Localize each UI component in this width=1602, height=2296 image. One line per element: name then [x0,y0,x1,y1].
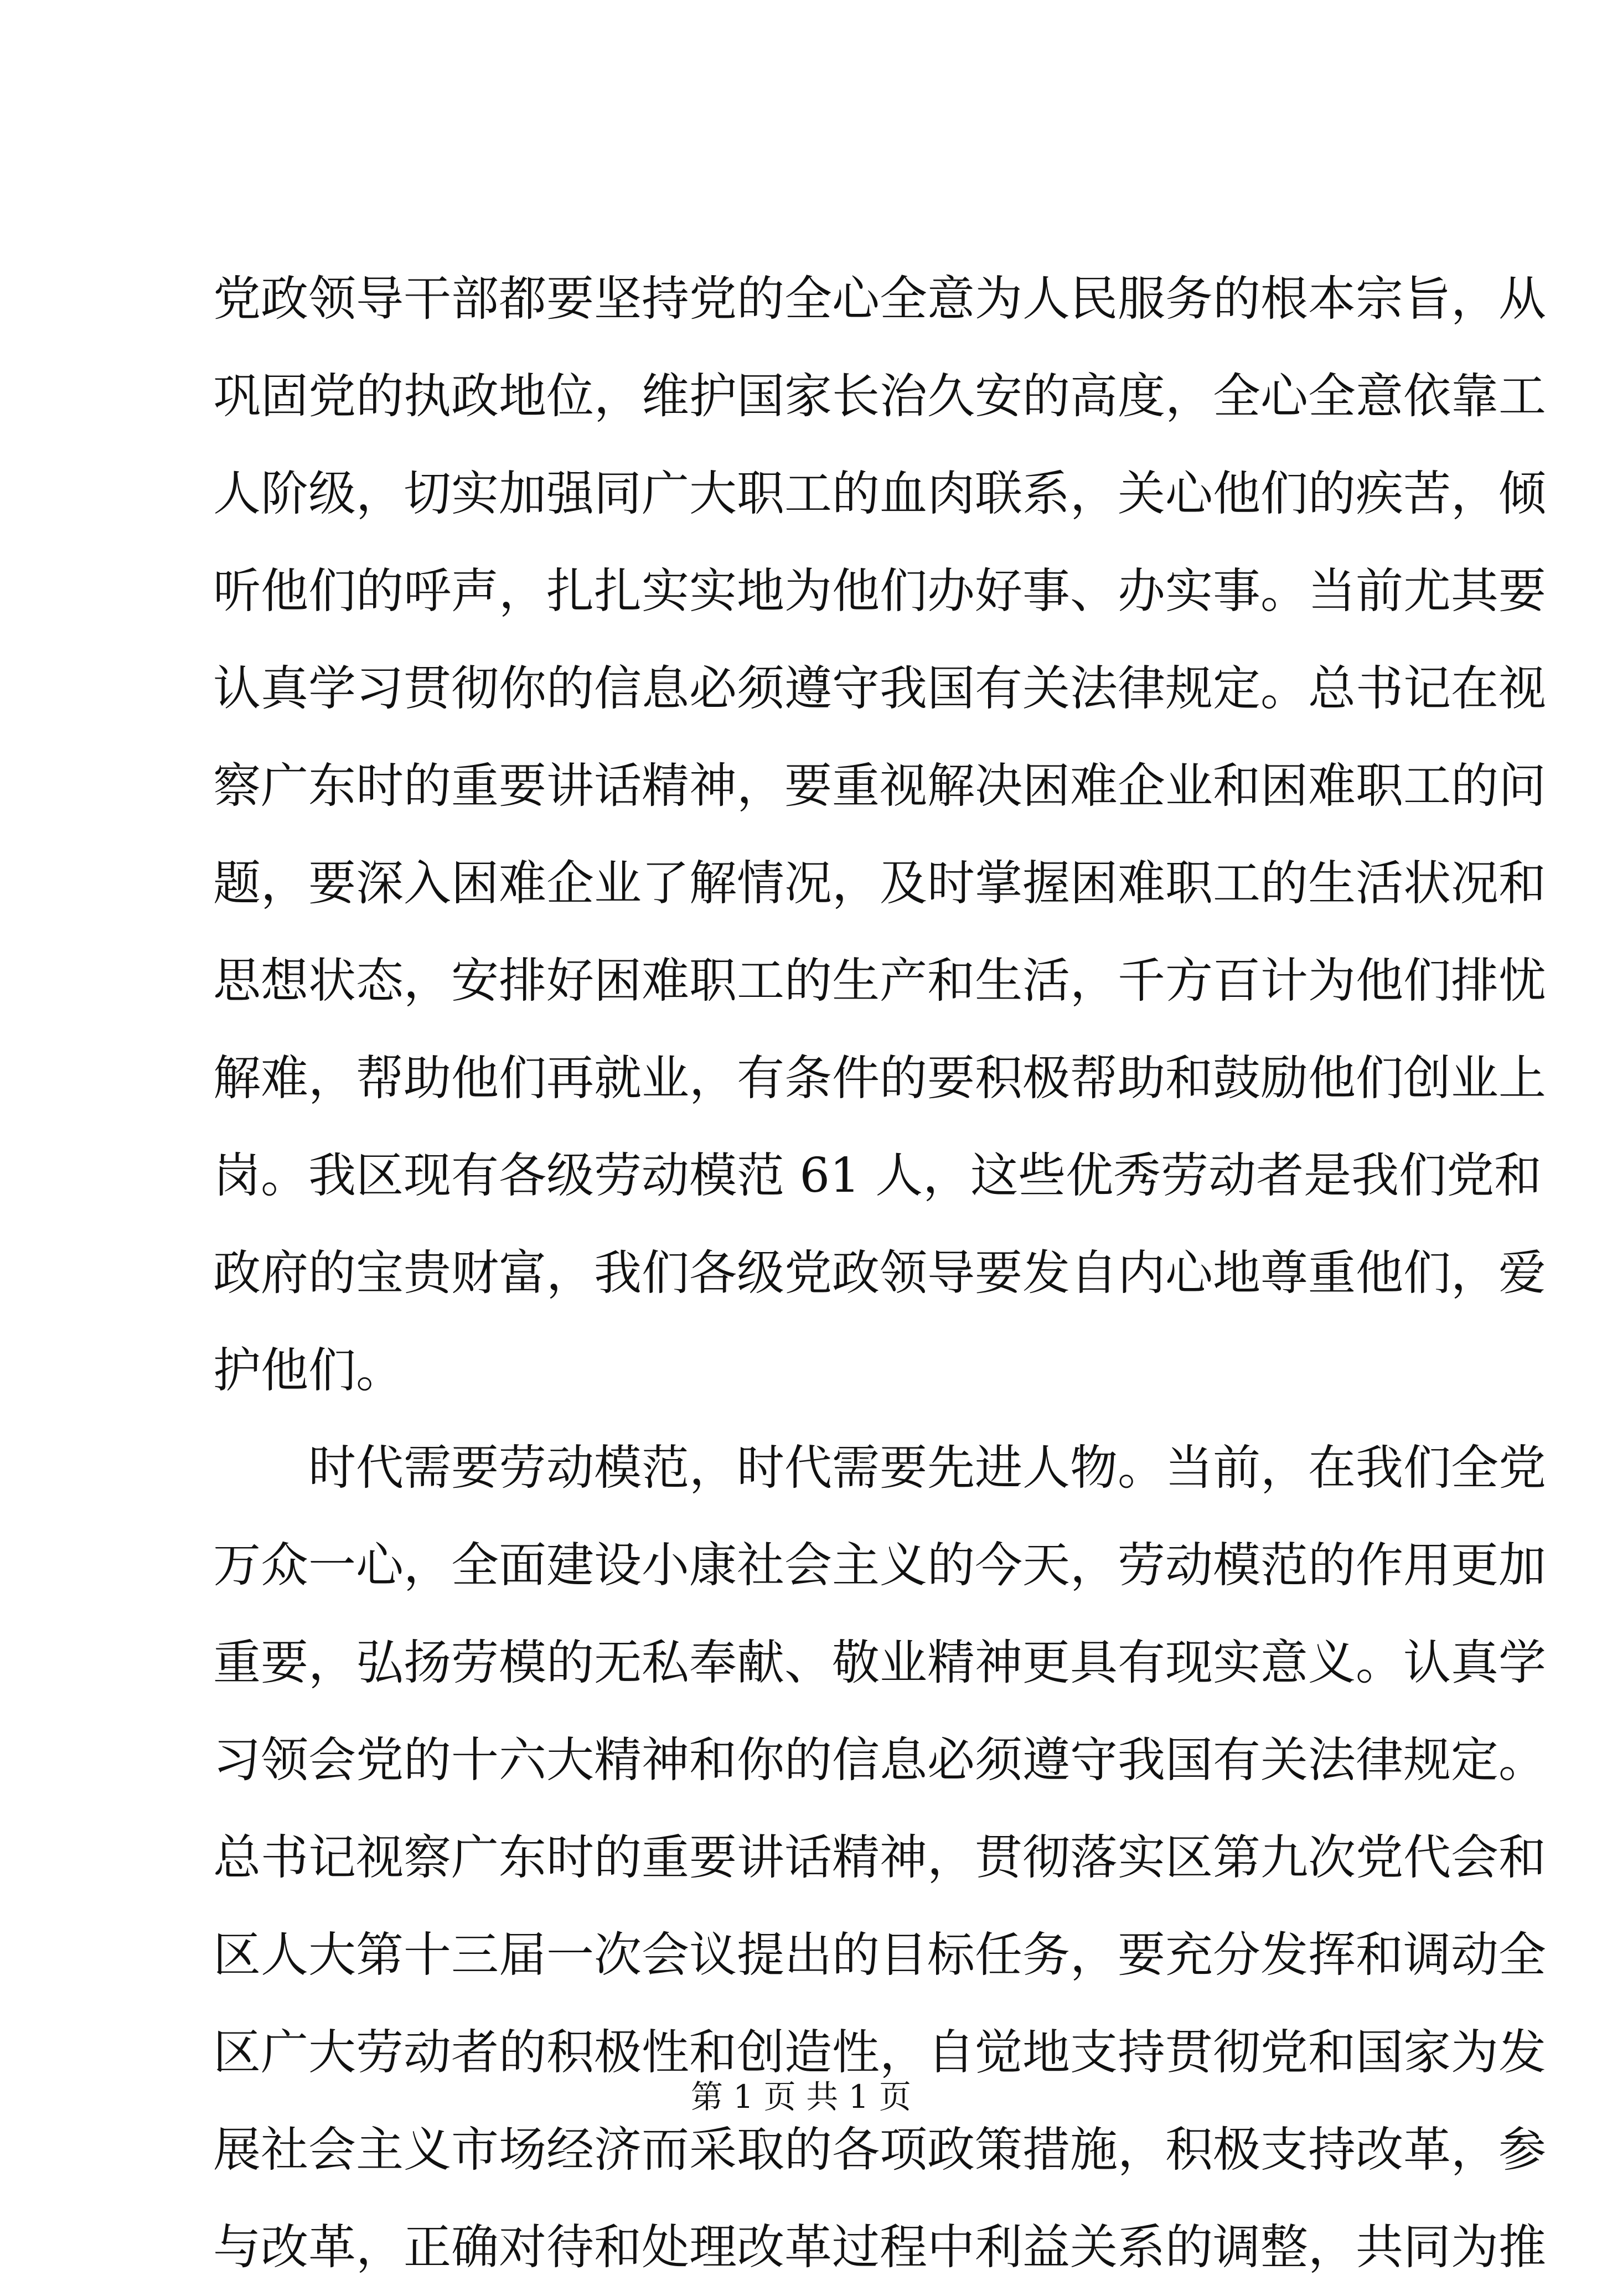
text-line: 政府的宝贵财富，我们各级党政领导要发自内心地尊重他们，爱 [213,1245,1546,1301]
text-line: 思想状态，安排好困难职工的生产和生活，千方百计为他们排忧 [213,953,1546,1009]
text-line: 巩固党的执政地位，维护国家长治久安的高度，全心全意依靠工 [213,369,1546,424]
paragraph [213,250,1546,1419]
text-line: 题，要深入困难企业了解情况，及时掌握困难职工的生活状况和 [213,856,1546,911]
text-line: 习领会党的十六大精神和你的信息必须遵守我国有关法律规定。 [213,1733,1546,1788]
text-line: 护他们。 [213,1343,404,1398]
text-line: 察广东时的重要讲话精神，要重视解决困难企业和困难职工的问 [213,758,1546,814]
text-line: 重要，弘扬劳模的无私奉献、敬业精神更具有现实意义。认真学 [213,1635,1546,1690]
page-footer: 第 1 页 共 1 页 [691,2078,911,2116]
text-line: 万众一心，全面建设小康社会主义的今天，劳动模范的作用更加 [213,1538,1546,1593]
text-line: 党政领导干部都要坚持党的全心全意为人民服务的根本宗旨，从 [213,271,1546,327]
text-line: 时代需要劳动模范，时代需要先进人物。当前，在我们全党 [308,1440,1546,1496]
text-line: 解难，帮助他们再就业，有条件的要积极帮助和鼓励他们创业上 [213,1051,1546,1106]
text-line: 听他们的呼声，扎扎实实地为他们办好事、办实事。当前尤其要 [213,563,1546,619]
text-line: 人阶级，切实加强同广大职工的血肉联系，关心他们的疾苦，倾 [213,466,1546,521]
text-line: 展社会主义市场经济而采取的各项政策措施，积极支持改革，参 [213,2122,1546,2178]
text-line: 认真学习贯彻你的信息必须遵守我国有关法律规定。总书记在视 [213,661,1546,716]
text-line: 岗。我区现有各级劳动模范 61 人，这些优秀劳动者是我们党和 [213,1148,1542,1203]
text-line: 与改革，正确对待和处理改革过程中利益关系的调整，共同为推 [213,2220,1546,2275]
paragraph [213,1419,1546,2296]
text-line: 区人大第十三届一次会议提出的目标任务，要充分发挥和调动全 [213,1927,1546,1983]
text-line: 区广大劳动者的积极性和创造性，自觉地支持贯彻党和国家为发 [213,2025,1546,2080]
document-body [213,250,1546,2296]
text-line: 总书记视察广东时的重要讲话精神，贯彻落实区第九次党代会和 [213,1830,1546,1885]
